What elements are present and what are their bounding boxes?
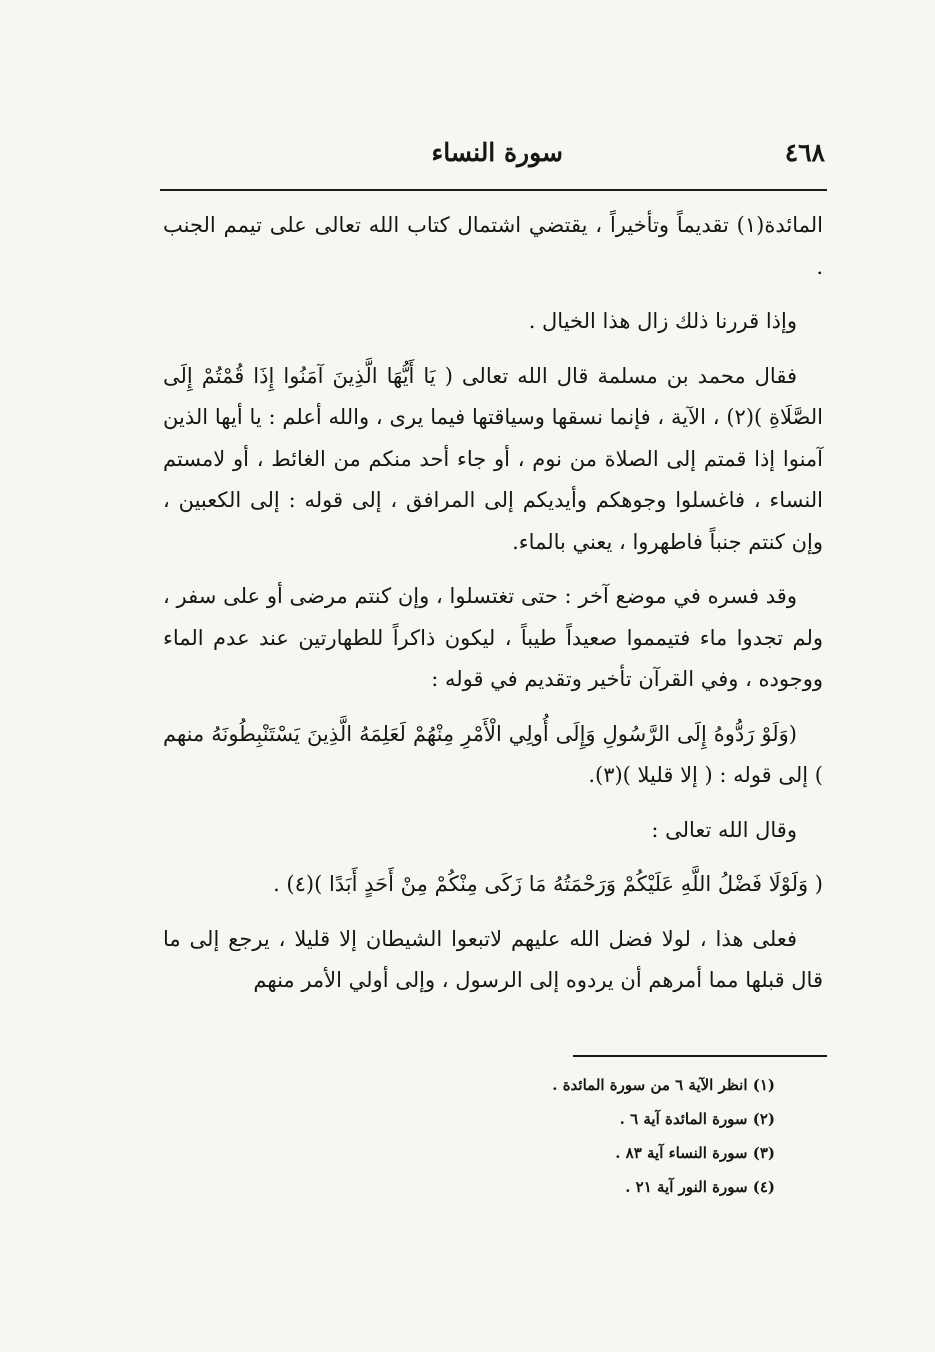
paragraph-4: وقد فسره في موضع آخر : حتى تغتسلوا ، وإن كنتم مرضى أو على سفر ، ولم تجدوا ماء فتيمموا صعيداً طيباً ، ليكون ذاكراً للطهارتين عند عدم الماء ووجوده ، وفي القرآن تأخير وتقديم في قوله : xyxy=(163,584,823,691)
paragraph-5: وقال الله تعالى : xyxy=(651,817,797,842)
paragraph-6: فعلى هذا ، لولا فضل الله عليهم لاتبعوا الشيطان إلا قليلا ، يرجع إلى ما قال قبلها مما أمرهم أن يردوه إلى الرسول ، وإلى أولي الأمر منهم xyxy=(163,926,823,992)
footnote-2: (٢) سورة المائدة آية ٦ . xyxy=(619,1110,775,1128)
footnote-1: (١) انظر الآية ٦ من سورة المائدة . xyxy=(552,1076,775,1094)
paragraph-3: فقال محمد بن مسلمة قال الله تعالى ( يَا أَيُّهَا الَّذِينَ آمَنُوا إِذَا قُمْتُمْ إِلَى الصَّلَاةِ )(٢) ، الآية ، فإنما نسقها وسياقتها فيما يرى ، والله أعلم : يا أيها الذين آمنوا إذا قمتم إلى الصلاة من نوم ، أو جاء أحد منكم من الغائط ، أو لامستم النساء ، فاغسلوا وجوهكم وأيديكم إلى المرافق ، إلى قوله : إلى الكعبين ، وإن كنتم جنباً فاطهروا ، يعني بالماء. xyxy=(163,363,823,554)
footnote-divider xyxy=(573,1055,827,1057)
quran-quote-1: (وَلَوْ رَدُّوهُ إِلَى الرَّسُولِ وَإِلَى أُولِي الْأَمْرِ مِنْهُمْ لَعَلِمَهُ الَّذِينَ يَسْتَنْبِطُونَهُ منهم ) إلى قوله : ( إلا قليلا )(٣). xyxy=(163,721,823,787)
footnote-3: (٣) سورة النساء آية ٨٣ . xyxy=(615,1144,775,1162)
page-number: ٤٦٨ xyxy=(784,138,825,167)
running-title: سورة النساء xyxy=(431,138,563,167)
page-header xyxy=(160,138,825,182)
footnotes xyxy=(360,1068,775,1204)
header-divider xyxy=(160,189,827,191)
quran-quote-2: ( وَلَوْلَا فَضْلُ اللَّهِ عَلَيْكُمْ وَرَحْمَتُهُ مَا زَكَى مِنْكُمْ مِنْ أَحَدٍ أَبَدًا )(٤) . xyxy=(273,872,823,896)
paragraph-2: وإذا قررنا ذلك زال هذا الخيال . xyxy=(528,309,797,333)
paragraph-1: المائدة(١) تقديماً وتأخيراً ، يقتضي اشتمال كتاب الله تعالى على تيمم الجنب . xyxy=(163,213,823,279)
body-text xyxy=(163,205,823,1015)
footnote-4: (٤) سورة النور آية ٢١ . xyxy=(625,1178,775,1196)
